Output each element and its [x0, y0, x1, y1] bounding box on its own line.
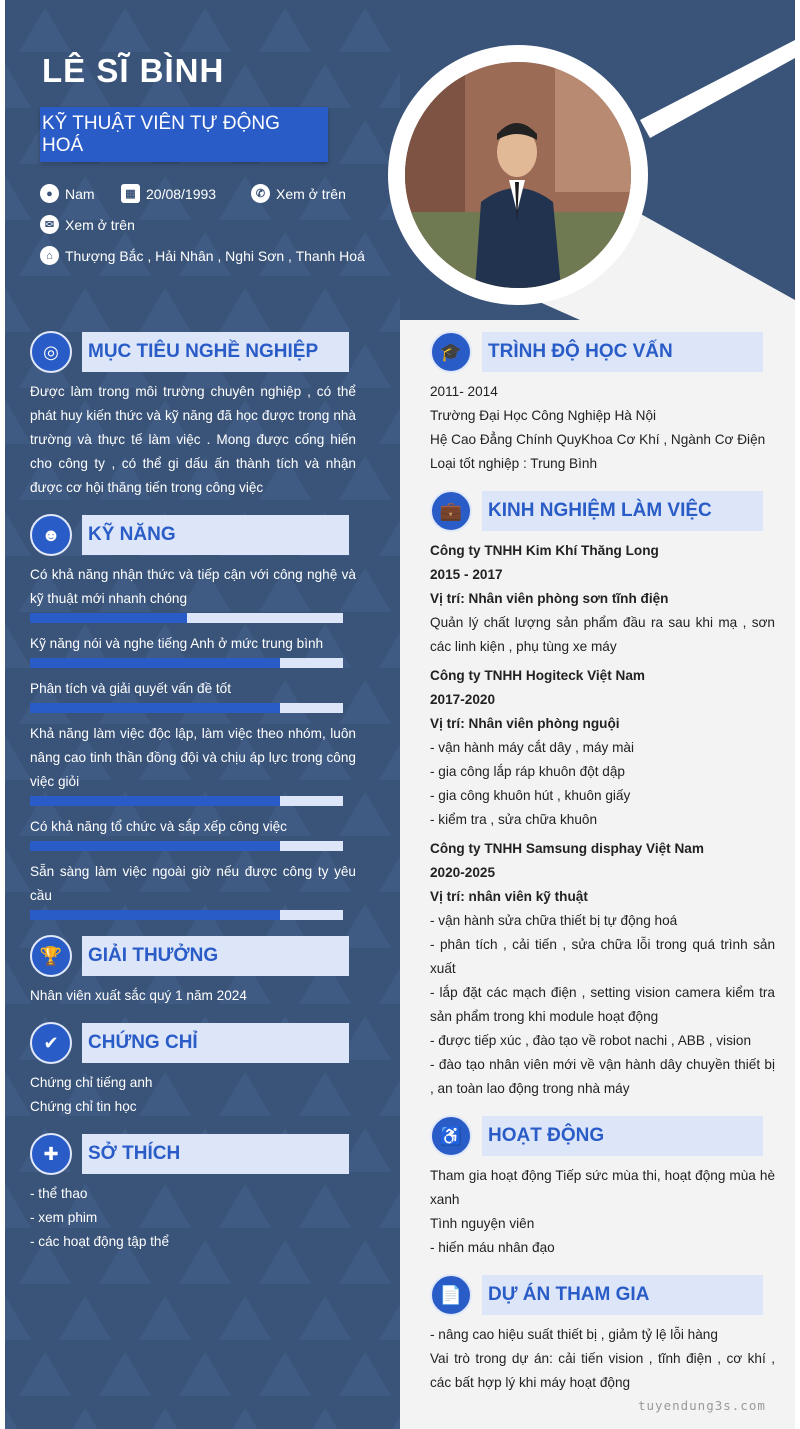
- skill-text-6: Sẵn sàng làm việc ngoài giờ nếu được công ty yêu cầu: [30, 864, 356, 903]
- job-detail: - gia công lắp ráp khuôn đột dập: [430, 764, 625, 779]
- objective-heading: MỤC TIÊU NGHỀ NGHIỆP: [82, 332, 349, 372]
- job-period: 2020-2025: [430, 865, 496, 880]
- projects-heading: DỰ ÁN THAM GIA: [482, 1275, 763, 1315]
- projects-text: [430, 1323, 775, 1395]
- job-detail: - đào tạo nhân viên mới về vận hành dây chuyền thiết bị , an toàn lao động trong nhà máy: [430, 1057, 775, 1096]
- job-detail: - vận hành sửa chữa thiết bị tự động hoá: [430, 913, 678, 928]
- head-icon: ☻: [30, 514, 72, 556]
- home-icon: ⌂: [40, 246, 59, 265]
- job-detail: - gia công khuôn hút , khuôn giấy: [430, 788, 631, 803]
- hobbies-heading: SỞ THÍCH: [82, 1134, 349, 1174]
- education-line: Hệ Cao Đẳng Chính QuyKhoa Cơ Khí , Ngành Cơ Điện: [430, 432, 766, 447]
- job-period: 2015 - 2017: [430, 567, 503, 582]
- certificates-heading: CHỨNG CHỈ: [82, 1023, 349, 1063]
- skill-bar-5: [30, 841, 343, 851]
- skill-bar-fill: [30, 658, 280, 668]
- job-detail: - lắp đặt các mạch điện , setting vision camera kiểm tra sản phẩm trong khi module hoạt động: [430, 985, 775, 1024]
- skill-text-3: Phân tích và giải quyết vấn đề tốt: [30, 681, 232, 696]
- calendar-icon: ▦: [121, 184, 140, 203]
- skill-bar-2: [30, 658, 343, 668]
- objective-header: [30, 331, 349, 373]
- job-detail: - phân tích , cải tiến , sửa chữa lỗi trong quá trình sản xuất: [430, 937, 775, 976]
- skill-text-2: Kỹ năng nói và nghe tiếng Anh ở mức trung bình: [30, 636, 324, 651]
- education-line: Trường Đại Học Công Nghiệp Hà Nội: [430, 408, 657, 423]
- trophy-icon: 🏆: [30, 935, 72, 977]
- education-line: Loại tốt nghiệp : Trung Bình: [430, 456, 598, 471]
- company-name: Công ty TNHH Hogiteck Việt Nam: [430, 668, 646, 683]
- projects-header: [430, 1274, 763, 1316]
- hobby-item: - xem phim: [30, 1210, 98, 1225]
- watermark: tuyendung3s.com: [638, 1398, 766, 1413]
- address-value: Thượng Bắc , Hải Nhân , Nghi Sơn , Thanh Hoá: [65, 247, 365, 264]
- project-line: - nâng cao hiệu suất thiết bị , giảm tỷ lệ lỗi hàng: [430, 1327, 718, 1342]
- activities-header: [430, 1115, 763, 1157]
- certificate-item: Chứng chỉ tiếng anh: [30, 1075, 153, 1090]
- job-position: Vị trí: nhân viên kỹ thuật: [430, 889, 588, 904]
- certificate-item: Chứng chỉ tin học: [30, 1099, 137, 1114]
- dob-value: 20/08/1993: [146, 185, 217, 202]
- skill-bar-3: [30, 703, 343, 713]
- skill-bar-4: [30, 796, 343, 806]
- phone-row: [251, 184, 346, 203]
- gender-row: [40, 184, 95, 203]
- job-position: Vị trí: Nhân viên phòng sơn tĩnh điện: [430, 591, 669, 606]
- company-name: Công ty TNHH Samsung disphay Việt Nam: [430, 841, 704, 856]
- skill-text-5: Có khả năng tổ chức và sắp xếp công việc: [30, 819, 287, 834]
- skill-bar-fill: [30, 841, 280, 851]
- awards-heading: GIẢI THƯỞNG: [82, 936, 349, 976]
- job-title: KỸ THUẬT VIÊN TỰ ĐỘNG HOÁ: [40, 107, 328, 162]
- document-icon: 📄: [430, 1274, 472, 1316]
- job-period: 2017-2020: [430, 692, 496, 707]
- education-header: [430, 331, 763, 373]
- address-row: [40, 246, 365, 265]
- certificates-header: [30, 1022, 349, 1064]
- skill-bar-fill: [30, 703, 280, 713]
- activity-line: Tình nguyện viên: [430, 1216, 535, 1231]
- person-icon: ♿: [430, 1115, 472, 1157]
- activities-heading: HOẠT ĐỘNG: [482, 1116, 763, 1156]
- objective-text: Được làm trong môi trường chuyên nghiệp , có thể phát huy kiến thức và kỹ năng đã học được trong nhà trường và thực tế làm việc . Mong được cống hiến cho công ty , có thể gi dấu ấn thành tích và nhận được cơ hội thăng tiến trong công việc: [30, 384, 356, 495]
- badge-check-icon: ✔: [30, 1022, 72, 1064]
- certificates-list: [30, 1071, 356, 1119]
- experience-heading: KINH NGHIỆM LÀM VIỆC: [482, 491, 763, 531]
- activities-text: [430, 1164, 775, 1260]
- job-detail: Quản lý chất lượng sản phẩm đầu ra sau khi mạ , sơn các linh kiện , phụ tùng xe máy: [430, 615, 775, 654]
- awards-header: [30, 935, 349, 977]
- job-detail: - vận hành máy cắt dây , máy mài: [430, 740, 634, 755]
- hobby-item: - các hoạt động tập thể: [30, 1234, 170, 1249]
- mail-icon: ✉: [40, 215, 59, 234]
- email-row: [40, 215, 135, 234]
- hobbies-list: [30, 1182, 356, 1254]
- skill-bar-1: [30, 613, 343, 623]
- hobby-item: - thể thao: [30, 1186, 88, 1201]
- job-detail: - được tiếp xúc , đào tạo về robot nachi , ABB , vision: [430, 1033, 752, 1048]
- job-position: Vị trí: Nhân viên phòng nguội: [430, 716, 620, 731]
- education-text: [430, 380, 775, 476]
- skills-header: [30, 514, 349, 556]
- skill-text-1: Có khả năng nhận thức và tiếp cận với công nghệ và kỹ thuật mới nhanh chóng: [30, 567, 356, 606]
- gender-value: Nam: [65, 185, 95, 202]
- company-name: Công ty TNHH Kim Khí Thăng Long: [430, 543, 659, 558]
- experience-header: [430, 490, 763, 532]
- skill-bar-fill: [30, 910, 280, 920]
- project-line: Vai trò trong dự án: cải tiến vision , tĩnh điện , cơ khí , các bất hợp lý khi máy hoạt động: [430, 1351, 775, 1390]
- user-icon: ●: [40, 184, 59, 203]
- activity-line: - hiến máu nhân đạo: [430, 1240, 555, 1255]
- candidate-name: LÊ SĨ BÌNH: [42, 52, 225, 89]
- skill-text-4: Khả năng làm việc độc lập, làm việc theo nhóm, luôn nâng cao tinh thần đồng đội và chịu áp lực trong công việc giỏi: [30, 726, 356, 789]
- email-value: Xem ở trên: [65, 216, 135, 233]
- activity-line: Tham gia hoạt động Tiếp sức mùa thi, hoạt động mùa hè xanh: [430, 1168, 775, 1207]
- profile-photo: [405, 62, 631, 288]
- puzzle-icon: ✚: [30, 1133, 72, 1175]
- skill-bar-fill: [30, 613, 187, 623]
- skills-heading: KỸ NĂNG: [82, 515, 349, 555]
- award-item: Nhân viên xuất sắc quý 1 năm 2024: [30, 988, 247, 1003]
- phone-icon: ✆: [251, 184, 270, 203]
- hobbies-header: [30, 1133, 349, 1175]
- target-icon: ◎: [30, 331, 72, 373]
- briefcase-icon: 💼: [430, 490, 472, 532]
- job-detail: - kiểm tra , sửa chữa khuôn: [430, 812, 598, 827]
- education-heading: TRÌNH ĐỘ HỌC VẤN: [482, 332, 763, 372]
- phone-value: Xem ở trên: [276, 185, 346, 202]
- graduation-cap-icon: 🎓: [430, 331, 472, 373]
- experience-text: [430, 539, 775, 1101]
- dob-row: [121, 184, 216, 203]
- education-line: 2011- 2014: [430, 384, 498, 399]
- skill-bar-fill: [30, 796, 280, 806]
- skill-bar-6: [30, 910, 343, 920]
